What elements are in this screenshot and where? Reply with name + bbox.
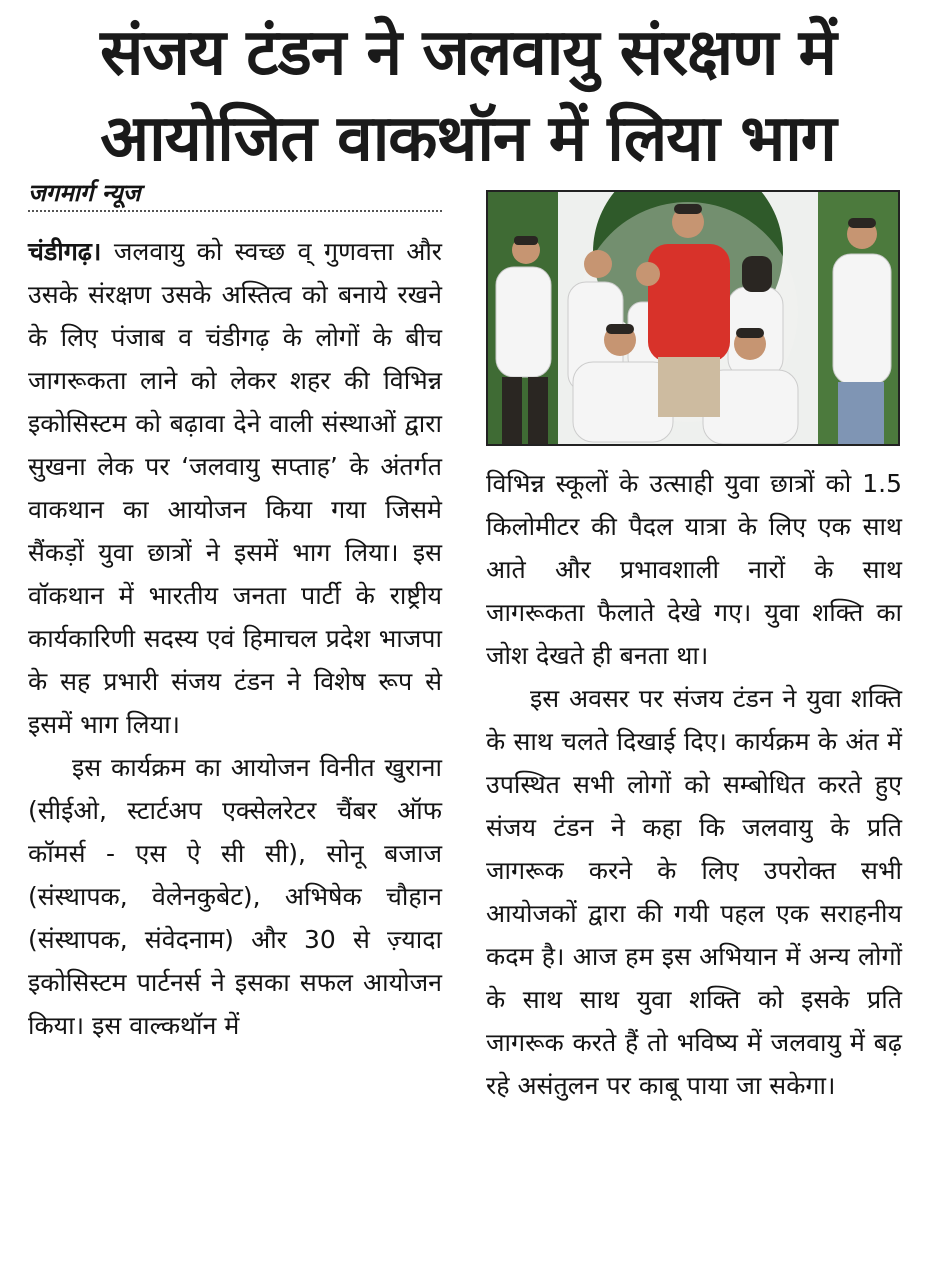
group-photo-illustration <box>488 192 898 444</box>
article-paragraph: इस अवसर पर संजय टंडन ने युवा शक्ति के साथ चलते दिखाई दिए। कार्यक्रम के अंत में उपस्थित सभी लोगों को सम्बोधित करते हुए संजय टंडन ने कहा कि जलवायु के प्रति जागरूक करने के लिए उपरोक्त सभी आयोजकों द्वारा की गयी पहल एक सराहनीय कदम है। आज हम इस अभियान में अन्य लोगों के साथ साथ युवा शक्ति को इसके प्रति जागरूक करते हैं तो भविष्य में जलवायु में बढ़ रहे असंतुलन पर काबू पाया जा सकेगा। <box>486 684 902 1100</box>
article-paragraph-text: जलवायु को स्वच्छ व् गुणवत्ता और उसके संरक्षण उसके अस्तित्व को बनाये रखने के लिए पंजाब व चंडीगढ़ के लोगों के बीच जागरूकता लाने को लेकर शहर की विभिन्न इकोसिस्टम को बढ़ावा देने वाली संस्थाओं द्वारा सुखना लेक पर ‘जलवायु सप्ताह’ के अंतर्गत वाकथान का आयोजन किया गया जिसमे सैंकड़ों युवा छात्रों ने इसमें भाग लिया। इस वॉकथान में भारतीय जनता पार्टी के राष्ट्रीय कार्यकारिणी सदस्य एवं हिमाचल प्रदेश भाजपा के सह प्रभारी संजय टंडन ने विशेष रूप से इसमें भाग लिया। <box>28 237 443 739</box>
headline <box>0 10 936 182</box>
article-column-left <box>28 230 442 1047</box>
news-photo <box>486 190 900 446</box>
article-paragraph <box>28 230 442 746</box>
article-paragraph: विभिन्न स्कूलों के उत्साही युवा छात्रों को 1.5 किलोमीटर की पैदल यात्रा के लिए एक साथ आते और प्रभावशाली नारों के साथ जागरूकता फैलाते देखे गए। युवा शक्ति का जोश देखते ही बनता था। <box>486 469 902 670</box>
headline-line-1: संजय टंडन ने जलवायु संरक्षण में <box>100 16 836 90</box>
article-column-right <box>486 462 902 1107</box>
dateline: चंडीगढ़। <box>28 237 102 266</box>
byline: जगमार्ग न्यूज <box>28 176 442 212</box>
article-paragraph: इस कार्यक्रम का आयोजन विनीत खुराना (सीईओ, स्टार्टअप एक्सेलरेटर चैंबर ऑफ कॉमर्स - एस ऐ सी सी), सोनू बजाज (संस्थापक, वेलेनकुबेट), अभिषेक चौहान (संस्थापक, संवेदनाम) और 30 से ज़्यादा इकोसिस्टम पार्टनर्स ने इसका सफल आयोजन किया। इस वाल्कथॉन में <box>28 753 442 1040</box>
headline-line-2: आयोजित वाकथॉन में लिया भाग <box>100 102 836 176</box>
